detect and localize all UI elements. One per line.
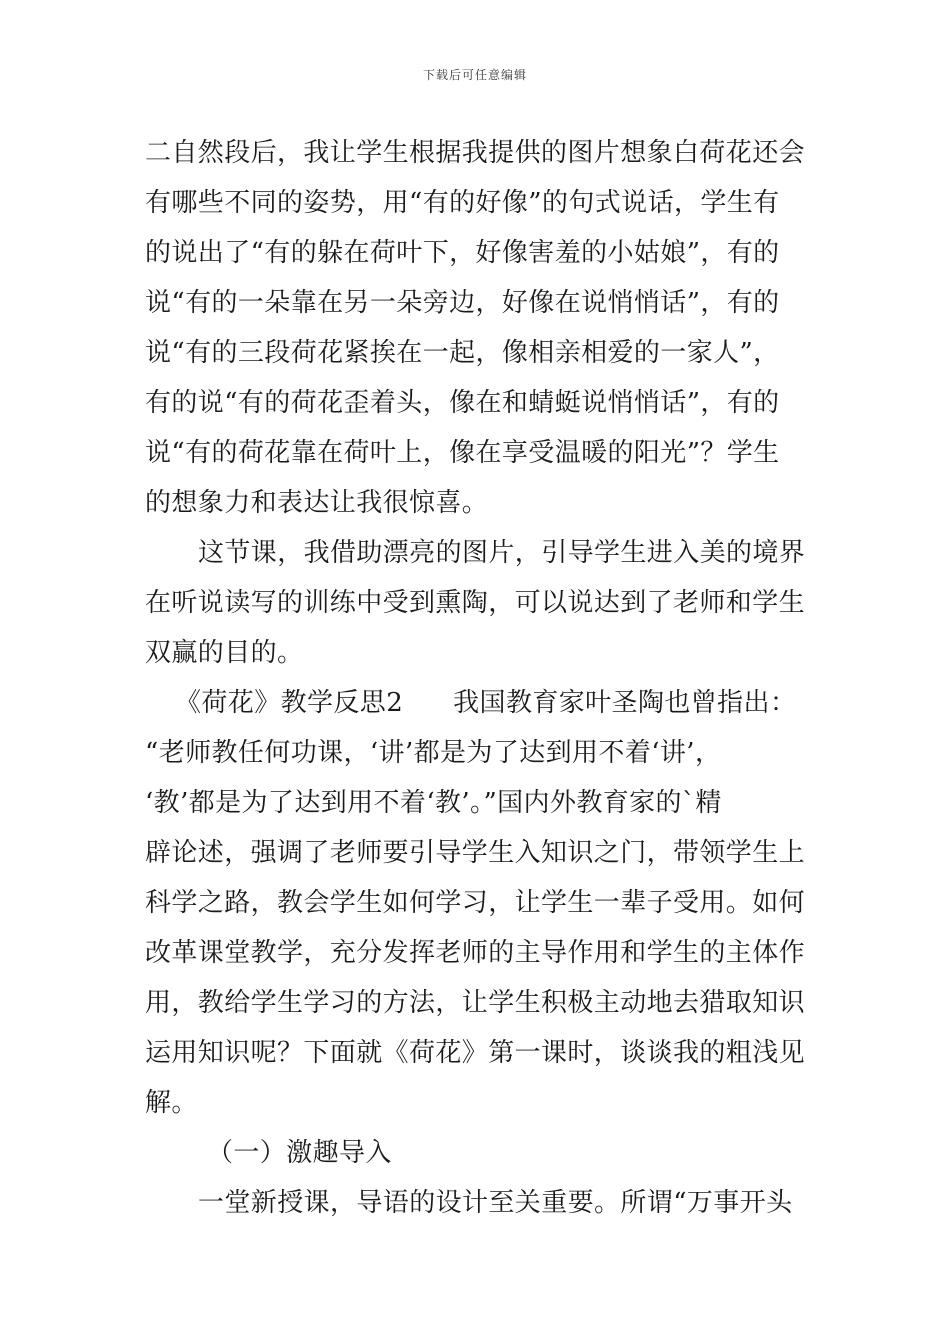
text-line: 双赢的目的。 [145, 638, 304, 668]
text-line: 说“有的三段荷花紧挨在一起，像相亲相爱的一家人”， [145, 338, 780, 368]
document-body [145, 128, 810, 1228]
text-line: “老师教任何功课，‘讲’都是为了达到用不着‘讲’， [145, 738, 722, 768]
text-line: 的想象力和表达让我很惊喜。 [145, 488, 489, 518]
page-header: 下载后可任意编辑 [422, 68, 527, 82]
text-line: 在听说读写的训练中受到熏陶，可以说达到了老师和学生 [145, 588, 806, 618]
text-line: 改革课堂教学，充分发挥老师的主导作用和学生的主体作 [145, 938, 806, 968]
text-line: 我国教育家叶圣陶也曾指出： [453, 688, 797, 718]
section-title-line [145, 678, 810, 728]
text-line: 这节课，我借助漂亮的图片，引导学生进入美的境界 [198, 538, 806, 568]
article-title: 《荷花》教学反思2 [175, 688, 404, 718]
text-line: 用，教给学生学习的方法，让学生积极主动地去猎取知识 [145, 988, 806, 1018]
text-line: 说“有的一朵靠在另一朵旁边，好像在说悄悄话”，有的 [145, 288, 780, 318]
text-line: 的说出了“有的躲在荷叶下，好像害羞的小姑娘”，有的 [145, 238, 780, 268]
text-line: 运用知识呢？下面就《荷花》第一课时，谈谈我的粗浅见 [145, 1038, 806, 1068]
text-line: ‘教’都是为了达到用不着‘教’。”国内外教育家的`精 [145, 788, 722, 818]
text-line: 解。 [145, 1088, 198, 1118]
text-line: 有哪些不同的姿势，用“有的好像”的句式说话，学生有 [145, 188, 780, 218]
text-line: 一堂新授课，导语的设计至关重要。所谓“万事开头 [198, 1188, 793, 1218]
text-line: 有的说“有的荷花歪着头，像在和蜻蜓说悄悄话”，有的 [145, 388, 780, 418]
text-line: 辟论述，强调了老师要引导学生入知识之门，带领学生上 [145, 838, 806, 868]
text-line: 说“有的荷花靠在荷叶上，像在享受温暖的阳光”？学生 [145, 438, 780, 468]
text-line: 二自然段后，我让学生根据我提供的图片想象白荷花还会 [145, 138, 806, 168]
text-line: 科学之路，教会学生如何学习，让学生一辈子受用。如何 [145, 888, 806, 918]
section-heading: （一）激趣导入 [207, 1138, 392, 1168]
